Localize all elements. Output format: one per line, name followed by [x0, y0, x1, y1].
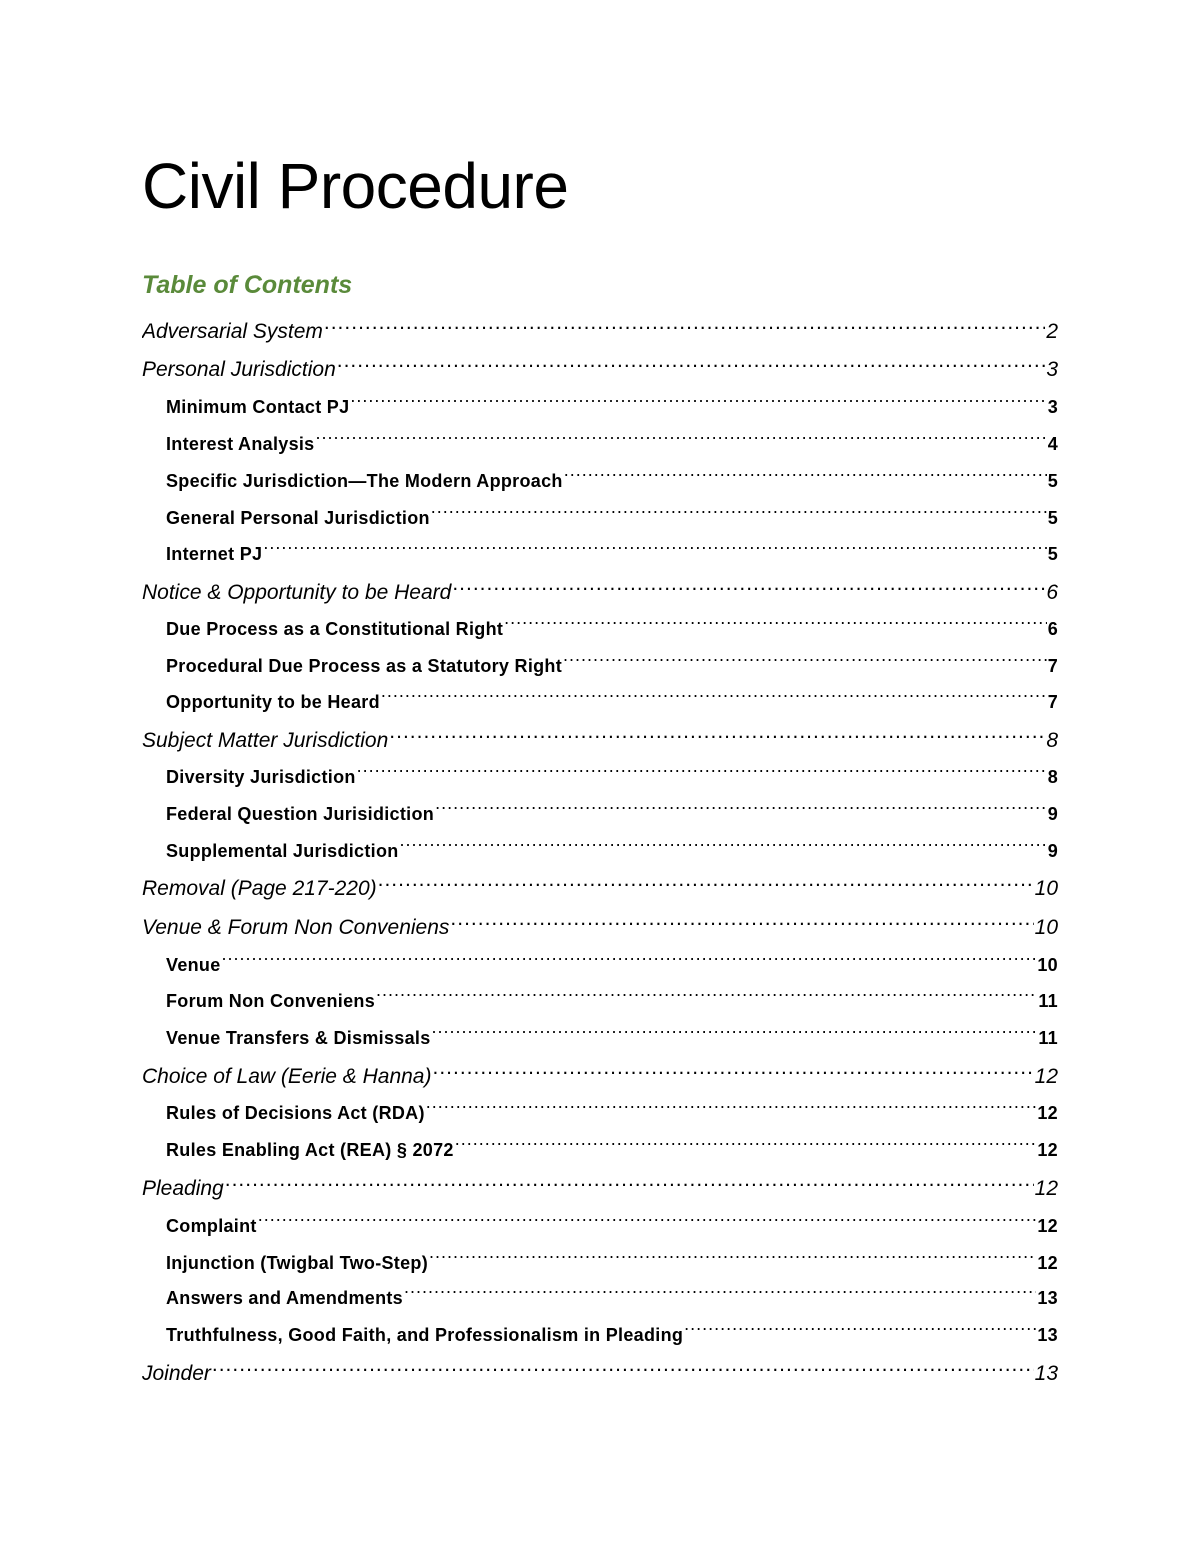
toc-entry-label: Rules of Decisions Act (RDA): [166, 1103, 425, 1123]
toc-leader-dots: [564, 469, 1047, 487]
toc-leader-dots: [429, 1251, 1036, 1269]
toc-entry-label: Choice of Law (Eerie & Hanna): [142, 1065, 432, 1088]
toc-entry-label: Procedural Due Process as a Statutory Right: [166, 656, 563, 676]
toc-entry[interactable]: [142, 313, 1058, 350]
toc-entry-label: Minimum Contact PJ: [166, 397, 350, 417]
toc-entry[interactable]: [142, 722, 1058, 759]
toc-entry-label: Truthfulness, Good Faith, and Professionalism in Pleading: [166, 1325, 684, 1345]
toc-entry[interactable]: [142, 1208, 1058, 1245]
toc-page-number: 5: [1047, 471, 1058, 491]
toc-entry-label: Joinder: [142, 1362, 211, 1385]
toc-entry[interactable]: [142, 870, 1058, 907]
toc-entry-label: Adversarial System: [142, 320, 323, 343]
toc-leader-dots: [684, 1323, 1036, 1341]
toc-entry-label: Federal Question Jurisidiction: [166, 804, 435, 824]
toc-entry[interactable]: [142, 1132, 1058, 1169]
toc-entry[interactable]: [142, 351, 1058, 388]
toc-entry-label: Supplemental Jurisdiction: [166, 841, 399, 861]
toc-leader-dots: [316, 432, 1047, 450]
toc-entry-label: Venue Transfers & Dismissals: [166, 1028, 431, 1048]
toc-page-number: 12: [1037, 1103, 1058, 1123]
toc-entry[interactable]: [142, 796, 1058, 833]
toc-entry-label: Pleading: [142, 1177, 224, 1200]
toc-entry-label: Due Process as a Constitutional Right: [166, 619, 504, 639]
toc-entry[interactable]: [142, 759, 1058, 796]
toc-leader-dots: [404, 1286, 1036, 1304]
toc-leader-dots: [258, 1214, 1037, 1232]
toc-page-number: 7: [1047, 692, 1058, 712]
toc-leader-dots: [357, 765, 1047, 783]
toc-leader-dots: [432, 1026, 1038, 1044]
toc-leader-dots: [350, 395, 1046, 413]
toc-leader-dots: [378, 874, 1034, 895]
toc-leader-dots: [435, 802, 1047, 820]
toc-page-number: 10: [1037, 955, 1058, 975]
toc-leader-dots: [212, 1359, 1034, 1380]
toc-leader-dots: [563, 654, 1047, 672]
toc-entry[interactable]: [142, 463, 1058, 500]
toc-leader-dots: [222, 953, 1037, 971]
toc-page-number: 7: [1047, 656, 1058, 676]
toc-leader-dots: [426, 1101, 1037, 1119]
toc-entry[interactable]: [142, 1245, 1058, 1282]
toc-page-number: 12: [1037, 1216, 1058, 1236]
toc-entry[interactable]: [142, 611, 1058, 648]
toc-entry[interactable]: [142, 536, 1058, 573]
toc-page-number: 6: [1047, 619, 1058, 639]
toc-entry-label: Opportunity to be Heard: [166, 692, 380, 712]
toc-page-number: 12: [1034, 1065, 1058, 1088]
toc-page-number: 9: [1047, 804, 1058, 824]
toc-entry[interactable]: [142, 1020, 1058, 1057]
toc-entry-label: Notice & Opportunity to be Heard: [142, 581, 452, 604]
toc-leader-dots: [400, 839, 1047, 857]
toc-leader-dots: [452, 578, 1045, 599]
toc-leader-dots: [381, 690, 1047, 708]
toc-leader-dots: [455, 1138, 1037, 1156]
toc-page-number: 4: [1047, 434, 1058, 454]
document-title: Civil Procedure: [142, 150, 569, 222]
toc-page-number: 8: [1047, 767, 1058, 787]
toc-entry-label: Personal Jurisdiction: [142, 358, 336, 381]
toc-page-number: 13: [1034, 1362, 1058, 1385]
toc-leader-dots: [450, 913, 1033, 934]
toc-entry[interactable]: [142, 1095, 1058, 1132]
toc-entry-label: General Personal Jurisdiction: [166, 508, 430, 528]
toc-leader-dots: [432, 1062, 1033, 1083]
toc-page-number: 9: [1047, 841, 1058, 861]
toc-entry-label: Venue: [166, 955, 221, 975]
toc-leader-dots: [225, 1174, 1034, 1195]
toc-entry-label: Injunction (Twigbal Two-Step): [166, 1253, 428, 1273]
toc-leader-dots: [337, 355, 1046, 376]
toc-page-number: 12: [1037, 1140, 1058, 1160]
toc-page-number: 6: [1046, 581, 1058, 604]
toc-page-number: 3: [1047, 397, 1058, 417]
toc-entry-label: Rules Enabling Act (REA) § 2072: [166, 1140, 454, 1160]
toc-leader-dots: [389, 726, 1045, 747]
toc-entry[interactable]: [142, 648, 1058, 685]
toc-heading: Table of Contents: [142, 271, 353, 299]
toc-entry[interactable]: [142, 1280, 1058, 1317]
toc-entry-label: Forum Non Conveniens: [166, 991, 376, 1011]
toc-page-number: 13: [1037, 1325, 1058, 1345]
toc-leader-dots: [504, 617, 1047, 635]
toc-page-number: 12: [1037, 1253, 1058, 1273]
toc-page-number: 10: [1034, 916, 1058, 939]
toc-entry[interactable]: [142, 574, 1058, 611]
toc-entry-label: Answers and Amendments: [166, 1288, 403, 1308]
toc-page-number: 11: [1038, 1028, 1058, 1048]
toc-entry[interactable]: [142, 1355, 1058, 1392]
toc-entry[interactable]: [142, 500, 1058, 537]
toc-entry[interactable]: [142, 389, 1058, 426]
toc-entry[interactable]: [142, 426, 1058, 463]
toc-entry[interactable]: [142, 1058, 1058, 1095]
toc-leader-dots: [324, 317, 1045, 338]
toc-entry[interactable]: [142, 983, 1058, 1020]
toc-entry-label: Complaint: [166, 1216, 257, 1236]
toc-page-number: 5: [1047, 508, 1058, 528]
toc-page-number: 11: [1038, 991, 1058, 1011]
toc-leader-dots: [376, 989, 1037, 1007]
toc-entry-label: Internet PJ: [166, 544, 263, 564]
toc-entry-label: Venue & Forum Non Conveniens: [142, 916, 450, 939]
toc-page-number: 10: [1034, 877, 1058, 900]
toc-entry[interactable]: [142, 833, 1058, 870]
toc-entry[interactable]: [142, 947, 1058, 984]
toc-entry-label: Removal (Page 217-220): [142, 877, 377, 900]
toc-leader-dots: [263, 542, 1046, 560]
toc-page-number: 3: [1046, 358, 1058, 381]
toc-page-number: 2: [1046, 320, 1058, 343]
toc-leader-dots: [431, 506, 1047, 524]
toc-page-number: 13: [1037, 1288, 1058, 1308]
toc-entry-label: Specific Jurisdiction—The Modern Approach: [166, 471, 563, 491]
toc-entry-label: Diversity Jurisdiction: [166, 767, 356, 787]
toc-entry-label: Subject Matter Jurisdiction: [142, 729, 389, 752]
toc-page-number: 5: [1047, 544, 1058, 564]
toc-entry-label: Interest Analysis: [166, 434, 315, 454]
toc-entry[interactable]: [142, 909, 1058, 946]
toc-entry[interactable]: [142, 1170, 1058, 1207]
toc-page-number: 8: [1046, 729, 1058, 752]
toc-page-number: 12: [1034, 1177, 1058, 1200]
toc-entry[interactable]: [142, 684, 1058, 721]
toc-entry[interactable]: [142, 1317, 1058, 1354]
